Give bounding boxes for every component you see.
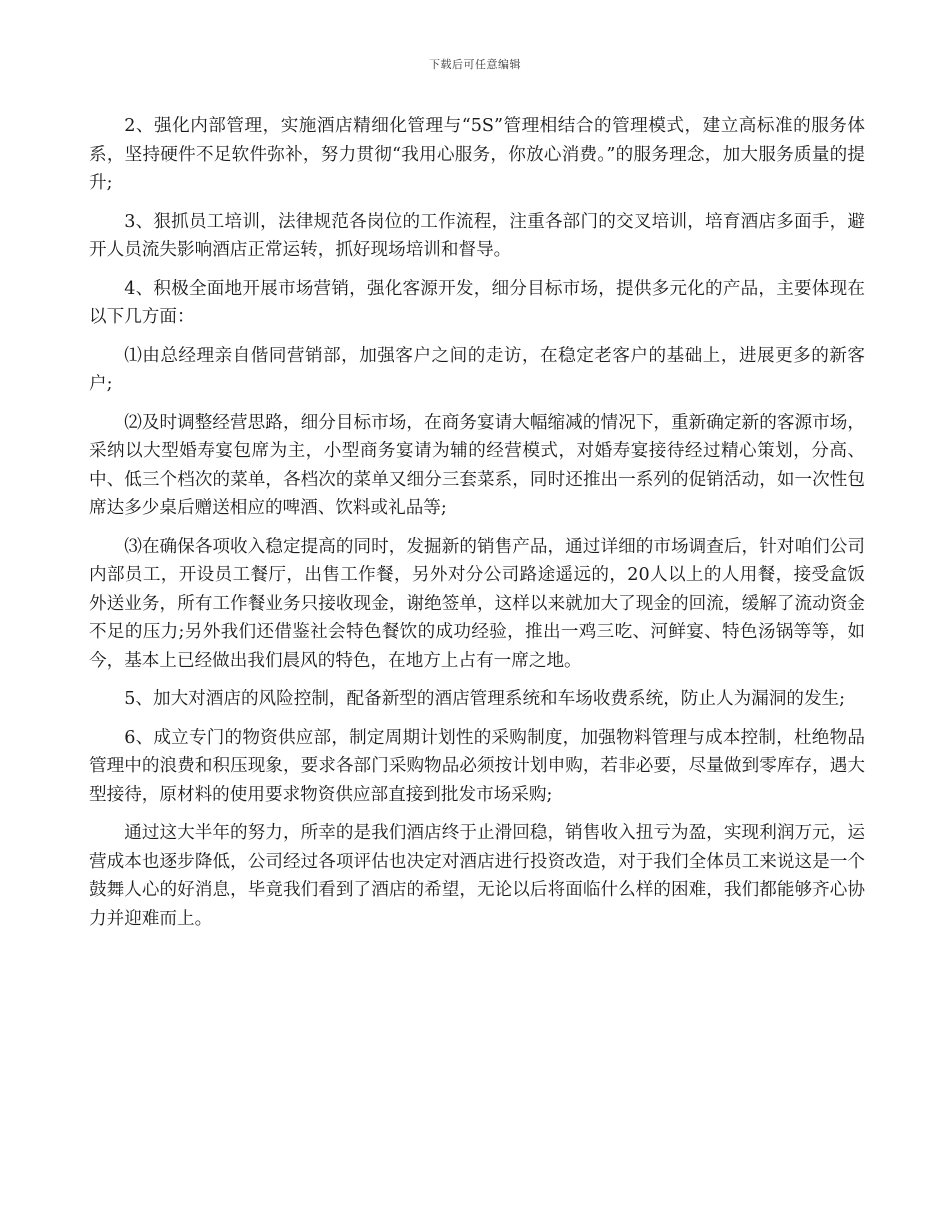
paragraph-item-5: 5、加大对酒店的风险控制，配备新型的酒店管理系统和车场收费系统，防止人为漏洞的发生; [124,689,846,709]
paragraph-item-3: 3、狠抓员工培训，法律规范各岗位的工作流程，注重各部门的交叉培训，培育酒店多面手，避开人员流失影响酒店正常运转，抓好现场培训和督导。 [89,211,865,260]
paragraph-item-6: 6、成立专门的物资供应部，制定周期计划性的采购制度，加强物料管理与成本控制，杜绝物品管理中的浪费和积压现象，要求各部门采购物品必须按计划申购，若非必要，尽量做到零库存，遇大型接待，原材料的使用要求物资供应部直接到批发市场采购; [89,727,865,805]
document-body [89,112,865,943]
header-note: 下载后可任意编辑 [429,58,521,71]
paragraph-subitem-3: ⑶在确保各项收入稳定提高的同时，发掘新的销售产品，通过详细的市场调查后，针对咱们公司内部员工，开设员工餐厅，出售工作餐，另外对分公司路途遥远的，20人以上的人用餐，接受盒饭外送业务，所有工作餐业务只接收现金，谢绝签单，这样以来就加大了现金的回流，缓解了流动资金不足的压力;另外我们还借鉴社会特色餐饮的成功经验，推出一鸡三吃、河鲜宴、特色汤锅等等，如今，基本上已经做出我们晨风的特色，在地方上占有一席之地。 [89,536,865,671]
paragraph-subitem-2: ⑵及时调整经营思路，细分目标市场，在商务宴请大幅缩减的情况下，重新确定新的客源市场，采纳以大型婚寿宴包席为主，小型商务宴请为辅的经营模式，对婚寿宴接待经过精心策划，分高、中、低三个档次的菜单，各档次的菜单又细分三套菜系，同时还推出一系列的促销活动，如一次性包席达多少桌后赠送相应的啤酒、饮料或礼品等; [89,412,865,518]
paragraph-summary: 通过这大半年的努力，所幸的是我们酒店终于止滑回稳，销售收入扭亏为盈，实现利润万元，运营成本也逐步降低，公司经过各项评估也决定对酒店进行投资改造，对于我们全体员工来说这是一个鼓舞人心的好消息，毕竟我们看到了酒店的希望，无论以后将面临什么样的困难，我们都能够齐心协力并迎难而上。 [89,823,865,929]
paragraph-item-4: 4、积极全面地开展市场营销，强化客源开发，细分目标市场，提供多元化的产品，主要体现在以下几方面： [89,278,865,327]
paragraph-subitem-1: ⑴由总经理亲自偕同营销部，加强客户之间的走访，在稳定老客户的基础上，进展更多的新客户; [89,345,865,394]
paragraph-item-2: 2、强化内部管理，实施酒店精细化管理与“5S”管理相结合的管理模式，建立高标准的服务体系，坚持硬件不足软件弥补，努力贯彻“我用心服务，你放心消费。”的服务理念，加大服务质量的提升; [89,116,865,193]
